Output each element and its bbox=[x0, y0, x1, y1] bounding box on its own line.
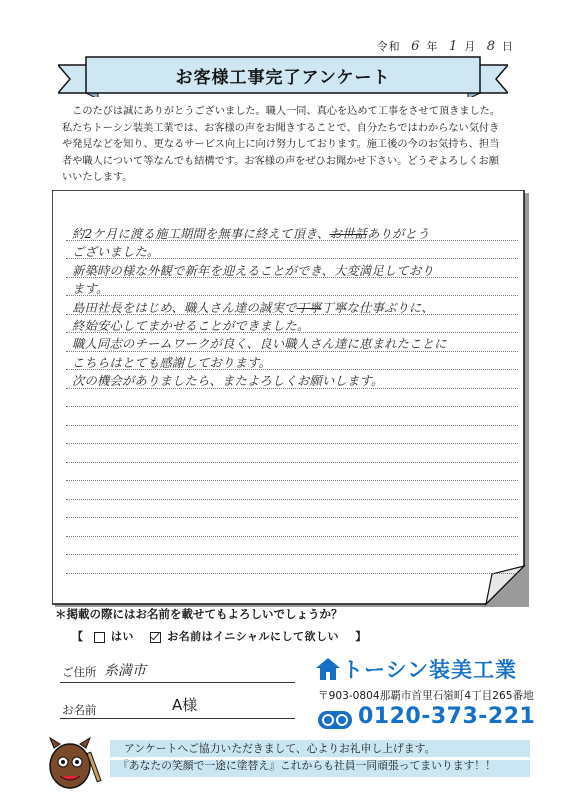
name-label: お名前 bbox=[62, 703, 97, 717]
comment-line: こちらはとても感謝しております。 bbox=[72, 355, 271, 370]
ruled-line bbox=[66, 462, 518, 463]
handwritten-comment bbox=[72, 225, 522, 391]
ruled-line bbox=[66, 425, 518, 426]
bracket-open: 【 bbox=[72, 630, 84, 643]
footer-text bbox=[118, 740, 538, 774]
company-phone[interactable]: 0120-373-221 bbox=[358, 704, 536, 729]
name-value: A様 bbox=[172, 696, 198, 714]
struck-text: 丁寧 bbox=[296, 300, 322, 315]
intro-line: 私たちトーシン装美工業では、お客様の声をお聞きすることで、自分たちではわからない気付き bbox=[62, 122, 500, 134]
survey-date bbox=[377, 38, 514, 54]
ruled-line bbox=[66, 517, 518, 518]
ruled-line bbox=[66, 480, 518, 481]
ruled-line bbox=[66, 443, 518, 444]
footer-banner bbox=[32, 740, 532, 795]
comment-line: 次の機会がありましたら、またよろしくお願いします。 bbox=[72, 374, 384, 389]
mascot-character-icon bbox=[32, 734, 112, 792]
address-underline bbox=[60, 682, 295, 683]
yes-checkbox[interactable] bbox=[94, 632, 105, 643]
comment-line: 島田社長をはじめ、職人さん達の誠実で丁寧丁寧な仕事ぶりに、 bbox=[72, 300, 434, 315]
option-initials[interactable]: お名前はイニシャルにして欲しい bbox=[150, 630, 345, 643]
name-underline bbox=[60, 718, 295, 719]
date-year-unit: 年 bbox=[426, 40, 439, 53]
ruled-line bbox=[66, 536, 518, 537]
date-month: 1 bbox=[448, 39, 459, 54]
option-yes[interactable]: はい bbox=[94, 630, 140, 643]
footer-thanks: アンケートへご協力いただきまして、心よりお礼申し上げます。 bbox=[124, 742, 436, 755]
address-value: 糸満市 bbox=[104, 663, 146, 679]
company-address: 〒903-0804那覇市首里石嶺町4丁目265番地 bbox=[318, 690, 534, 702]
intro-line: や発見などを知り、更なるサービス向上に向け努力しております。施工後の今のお気持ち、担当 bbox=[62, 139, 500, 151]
title-banner bbox=[58, 55, 508, 97]
date-month-unit: 月 bbox=[464, 40, 477, 53]
comment-line: ます。 bbox=[72, 282, 109, 297]
page-title: お客様工事完了アンケート bbox=[175, 68, 391, 88]
ruled-line bbox=[66, 406, 518, 407]
address-label: ご住所 bbox=[62, 665, 97, 679]
comment-line: 約2ケ月に渡る施工期間を無事に終えて頂き、お世話ありがとう bbox=[72, 227, 430, 241]
intro-line: 者や職人について等なんでも結構です。お客様の声をぜひお聞かせ下さい。どうぞよろしくお願 bbox=[62, 155, 500, 167]
intro-line: このたびは誠にありがとうございました。職人一同、真心を込めて工事をさせて頂きました。 bbox=[62, 106, 501, 117]
company-name: トーシン装美工業 bbox=[342, 658, 518, 682]
publication-question: ＊掲載の際にはお名前を載せてもよろしいでしょうか？ bbox=[55, 607, 343, 621]
ruled-line bbox=[66, 554, 518, 555]
date-year: 6 bbox=[411, 39, 421, 54]
comment-line: 職人同志のチームワークが良く、良い職人さん達に恵まれたことに bbox=[72, 337, 447, 352]
initials-checkbox[interactable] bbox=[150, 632, 161, 643]
publication-options bbox=[72, 628, 373, 644]
ruled-line bbox=[66, 573, 518, 574]
comment-line: 新築時の様な外観で新年を迎えることができ、大変満足しており bbox=[72, 263, 434, 278]
date-day: 8 bbox=[486, 39, 496, 54]
intro-line: いいたします。 bbox=[62, 172, 133, 184]
free-dial-icon bbox=[318, 710, 352, 730]
date-era: 令和 bbox=[376, 40, 401, 53]
footer-slogan: 『あなたの笑顔で一途に塗替え』これからも社員一同頑張ってまいります！！ bbox=[118, 759, 496, 772]
ruled-line bbox=[66, 499, 518, 500]
bracket-close: 】 bbox=[355, 630, 367, 643]
struck-text: お世話 bbox=[329, 227, 367, 241]
comment-line: ございました。 bbox=[72, 245, 160, 260]
intro-text bbox=[62, 104, 532, 187]
comment-line: 終始安心してまかせることができました。 bbox=[72, 318, 310, 333]
house-logo-icon bbox=[314, 656, 342, 682]
date-day-unit: 日 bbox=[502, 40, 514, 53]
